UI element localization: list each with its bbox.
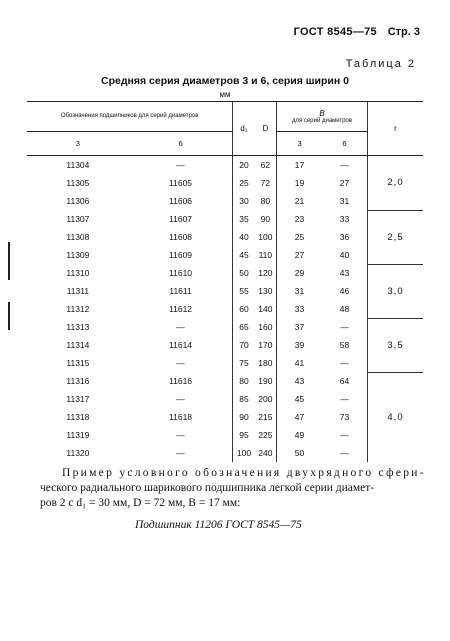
header-d1: d₁ <box>233 102 255 156</box>
margin-mark <box>8 302 10 330</box>
cell-series-6: 11608 <box>169 232 193 242</box>
cell-r-group: 2,5 <box>368 210 424 264</box>
cell-D: 110 <box>258 250 273 260</box>
cell-r-group: 3,0 <box>368 264 424 318</box>
cell-D: 120 <box>258 268 273 278</box>
cell-series-3: 11314 <box>66 340 90 350</box>
cell-b-series-6: — <box>340 358 349 368</box>
header-series-3: 3 <box>27 132 129 156</box>
cell-D: 130 <box>258 286 273 296</box>
table-row <box>27 174 423 192</box>
cell-b-series-6: — <box>340 322 349 332</box>
table-row <box>27 318 423 336</box>
cell-b-series-3: 25 <box>277 228 322 246</box>
cell-series-6: — <box>176 394 185 404</box>
cell-b-series-3: 37 <box>277 318 322 336</box>
example-paragraph <box>40 466 430 533</box>
cell-d1: 90 <box>233 408 255 426</box>
cell-d1: 80 <box>233 372 255 390</box>
cell-D: 62 <box>260 160 271 170</box>
cell-b-series-3: 45 <box>277 390 322 408</box>
cell-b-series-6: 27 <box>339 178 350 188</box>
cell-series-3: 11306 <box>66 196 90 206</box>
cell-series-3: 11313 <box>66 322 90 332</box>
cell-b-series-6: 36 <box>339 232 350 242</box>
header-series-6: 6 <box>129 132 233 156</box>
cell-d1: 40 <box>233 228 255 246</box>
table-row <box>27 372 423 390</box>
cell-b-series-6: — <box>340 430 349 440</box>
example-line-2: ческого радиального шарикового подшипника легкой серии диамет- <box>40 482 375 494</box>
cell-d1: 65 <box>233 318 255 336</box>
example-reference: Подшипник 11206 ГОСТ 8545—75 <box>135 519 302 531</box>
cell-b-series-3: 17 <box>277 156 322 175</box>
cell-D: 215 <box>258 412 273 422</box>
cell-series-3: 11308 <box>66 232 90 242</box>
table-caption: Средняя серия диаметров 3 и 6, серия ширин 0 <box>101 75 349 87</box>
cell-series-6: 11612 <box>169 304 193 314</box>
table-row <box>27 282 423 300</box>
cell-d1: 30 <box>233 192 255 210</box>
example-line-1: Пример условного обозначения двухрядного сфери- <box>62 467 426 479</box>
cell-D: 90 <box>260 214 271 224</box>
cell-series-6: — <box>176 322 185 332</box>
table-row <box>27 354 423 372</box>
cell-r-group: 4,0 <box>368 372 424 462</box>
cell-series-3: 11309 <box>66 250 90 260</box>
cell-D: 170 <box>258 340 273 350</box>
table-row <box>27 156 423 175</box>
page-header <box>294 26 420 38</box>
table-row <box>27 336 423 354</box>
cell-series-3: 11307 <box>66 214 90 224</box>
cell-D: 180 <box>258 358 273 368</box>
cell-series-3: 11305 <box>66 178 90 188</box>
cell-b-series-3: 43 <box>277 372 322 390</box>
table-label: Таблица 2 <box>345 58 416 70</box>
table-row <box>27 444 423 462</box>
header-B: B <box>319 108 325 118</box>
header-b-series-6: 6 <box>322 132 368 156</box>
cell-b-series-6: 33 <box>339 214 350 224</box>
standard-number: ГОСТ 8545—75 <box>293 26 377 38</box>
cell-series-3: 11304 <box>66 160 90 170</box>
table-row <box>27 246 423 264</box>
example-line-3: ров 2 с d₁ = 30 мм, D = 72 мм, B = 17 мм: <box>40 497 241 509</box>
cell-series-6: — <box>176 448 185 458</box>
cell-r-group: 2,0 <box>368 156 424 211</box>
header-B-sub: для серий диаметров <box>292 117 353 124</box>
cell-series-3: 11320 <box>66 448 90 458</box>
cell-d1: 45 <box>233 246 255 264</box>
header-B-group <box>277 102 368 132</box>
cell-b-series-3: 33 <box>277 300 322 318</box>
header-designation: Обозначения подшипников для серий диаметров <box>27 102 233 132</box>
bearing-table <box>27 101 423 462</box>
table-row <box>27 408 423 426</box>
cell-b-series-3: 39 <box>277 336 322 354</box>
header-r: r <box>368 102 424 156</box>
cell-b-series-3: 27 <box>277 246 322 264</box>
cell-d1: 55 <box>233 282 255 300</box>
header-D: D <box>255 102 277 156</box>
table-row <box>27 264 423 282</box>
cell-b-series-3: 31 <box>277 282 322 300</box>
cell-series-6: 11609 <box>169 250 193 260</box>
cell-series-3: 11312 <box>66 304 90 314</box>
cell-series-3: 11311 <box>66 286 90 296</box>
cell-b-series-6: 58 <box>339 340 350 350</box>
cell-b-series-3: 47 <box>277 408 322 426</box>
table-row <box>27 390 423 408</box>
cell-d1: 100 <box>233 444 255 462</box>
cell-D: 160 <box>258 322 273 332</box>
cell-b-series-6: 40 <box>339 250 350 260</box>
cell-D: 100 <box>258 232 273 242</box>
cell-D: 190 <box>258 376 273 386</box>
table-body <box>27 156 423 463</box>
page-number: Стр. 3 <box>387 26 420 38</box>
cell-b-series-3: 23 <box>277 210 322 228</box>
cell-b-series-3: 50 <box>277 444 322 462</box>
cell-D: 200 <box>258 394 273 404</box>
cell-b-series-6: 64 <box>339 376 350 386</box>
cell-series-6: 11610 <box>169 268 193 278</box>
cell-series-6: 11616 <box>169 376 193 386</box>
table-row <box>27 210 423 228</box>
header-b-series-3: 3 <box>277 132 322 156</box>
cell-D: 225 <box>258 430 273 440</box>
cell-d1: 75 <box>233 354 255 372</box>
cell-b-series-3: 21 <box>277 192 322 210</box>
cell-b-series-3: 41 <box>277 354 322 372</box>
cell-r-group: 3,5 <box>368 318 424 372</box>
margin-mark <box>8 242 10 280</box>
cell-series-6: 11607 <box>169 214 193 224</box>
table-row <box>27 426 423 444</box>
cell-D: 240 <box>258 448 273 458</box>
cell-b-series-6: 31 <box>339 196 350 206</box>
cell-d1: 25 <box>233 174 255 192</box>
table-units: мм <box>219 90 231 99</box>
cell-b-series-6: — <box>340 394 349 404</box>
table-row <box>27 192 423 210</box>
cell-d1: 35 <box>233 210 255 228</box>
cell-series-3: 11315 <box>66 358 90 368</box>
cell-series-6: 11618 <box>169 412 193 422</box>
cell-b-series-6: 46 <box>339 286 350 296</box>
cell-series-3: 11316 <box>66 376 90 386</box>
cell-series-6: 11614 <box>169 340 193 350</box>
cell-series-3: 11317 <box>66 394 90 404</box>
cell-b-series-3: 19 <box>277 174 322 192</box>
cell-b-series-6: — <box>340 160 349 170</box>
cell-b-series-3: 49 <box>277 426 322 444</box>
cell-D: 72 <box>260 178 271 188</box>
cell-d1: 20 <box>233 156 255 175</box>
cell-series-6: — <box>176 430 185 440</box>
cell-d1: 70 <box>233 336 255 354</box>
cell-series-6: — <box>176 160 185 170</box>
cell-d1: 50 <box>233 264 255 282</box>
cell-d1: 95 <box>233 426 255 444</box>
cell-series-6: — <box>176 358 185 368</box>
cell-series-3: 11319 <box>66 430 90 440</box>
cell-d1: 60 <box>233 300 255 318</box>
cell-b-series-6: 43 <box>339 268 350 278</box>
table-row <box>27 300 423 318</box>
cell-series-3: 11310 <box>66 268 90 278</box>
cell-series-6: 11605 <box>169 178 193 188</box>
cell-D: 80 <box>260 196 271 206</box>
cell-b-series-3: 29 <box>277 264 322 282</box>
cell-D: 140 <box>258 304 273 314</box>
table-row <box>27 228 423 246</box>
cell-d1: 85 <box>233 390 255 408</box>
cell-series-6: 11611 <box>169 286 192 296</box>
cell-series-6: 11606 <box>169 196 193 206</box>
cell-b-series-6: — <box>340 448 349 458</box>
cell-b-series-6: 48 <box>339 304 350 314</box>
cell-series-3: 11318 <box>66 412 90 422</box>
cell-b-series-6: 73 <box>339 412 350 422</box>
